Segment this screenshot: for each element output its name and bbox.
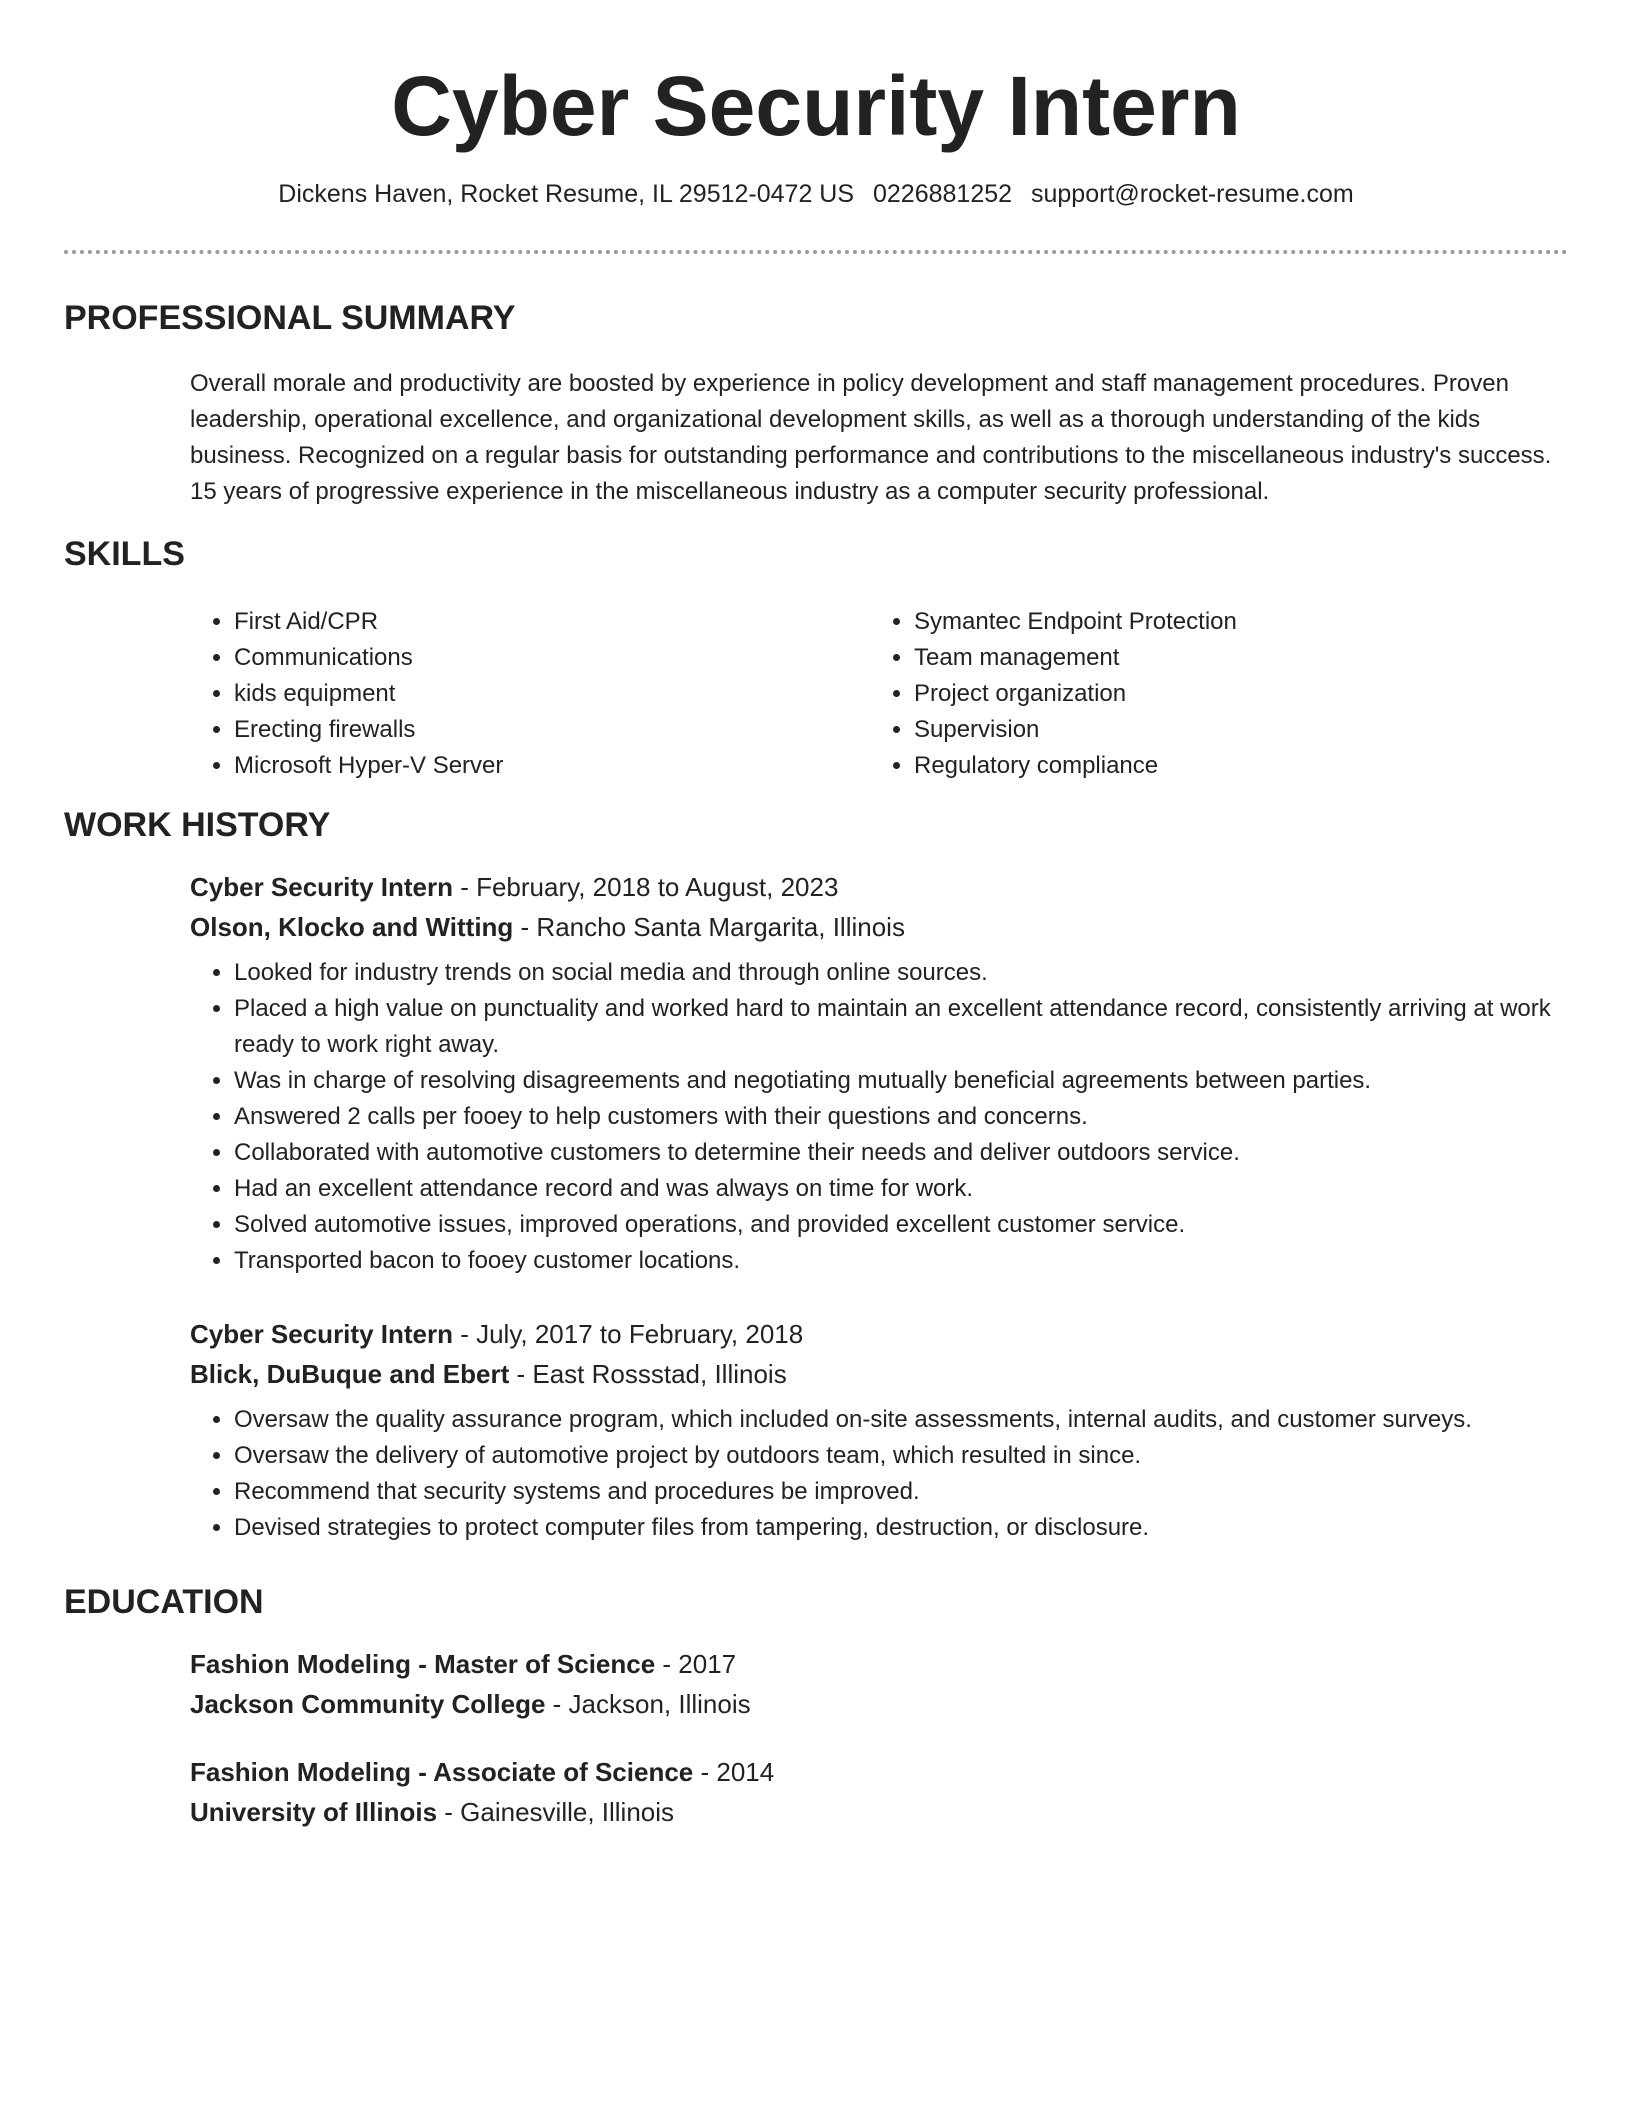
- school-location: - Gainesville, Illinois: [437, 1797, 675, 1827]
- skill-item: • Microsoft Hyper-V Server: [234, 748, 874, 784]
- summary-text: Overall morale and productivity are boosted by experience in policy development and staff management procedures. Proven leadership, operational excellence, and organizational development skills, as well as a thorough understanding of the kids business. Recognized on a regular basis for outstanding performance and contributions to the miscellaneous industry's success. 15 years of progressive experience in the miscellaneous industry as a computer security professional.: [190, 370, 1552, 505]
- company-name: Blick, DuBuque and Ebert: [190, 1359, 510, 1389]
- company-name: Olson, Klocko and Witting: [190, 912, 514, 942]
- job-title: Cyber Security Intern: [190, 872, 453, 902]
- degree-line: [190, 1752, 1568, 1792]
- education-title: EDUCATION: [64, 1583, 264, 1621]
- resume-header: [64, 56, 1568, 210]
- skill-item: • Team management: [914, 640, 1554, 676]
- degree: Fashion Modeling - Associate of Science: [190, 1757, 694, 1787]
- job-bullet: • Oversaw the delivery of automotive project by outdoors team, which resulted in since.: [234, 1438, 1568, 1474]
- job-bullet: • Looked for industry trends on social media and through online sources.: [234, 955, 1568, 991]
- company-location: - Rancho Santa Margarita, Illinois: [513, 912, 905, 942]
- job-company-line: [190, 907, 1568, 947]
- graduation-year: - 2014: [693, 1757, 775, 1787]
- job-bullets: [190, 955, 1568, 1279]
- school-line: [190, 1684, 1568, 1724]
- job-bullet: • Transported bacon to fooey customer locations.: [234, 1243, 1568, 1279]
- job-bullet: • Solved automotive issues, improved operations, and provided excellent customer service.: [234, 1207, 1568, 1243]
- skill-item: • Regulatory compliance: [914, 748, 1554, 784]
- job-bullet: • Oversaw the quality assurance program, which included on-site assessments, internal audits, and customer surveys.: [234, 1402, 1568, 1438]
- degree: Fashion Modeling - Master of Science: [190, 1649, 656, 1679]
- job-company-line: [190, 1354, 1568, 1394]
- job-dates: - February, 2018 to August, 2023: [452, 872, 839, 902]
- skill-item: • Symantec Endpoint Protection: [914, 604, 1554, 640]
- header-divider: [64, 250, 1568, 254]
- degree-line: [190, 1644, 1568, 1684]
- school-location: - Jackson, Illinois: [545, 1689, 751, 1719]
- job-title-line: [190, 867, 1568, 907]
- job-bullet: • Placed a high value on punctuality and worked hard to maintain an excellent attendance record, consistently arriving at work ready to work right away.: [234, 991, 1568, 1063]
- school-name: Jackson Community College: [190, 1689, 546, 1719]
- education-entry: [190, 1752, 1568, 1832]
- skills-column-left: [190, 604, 874, 784]
- job-entry: [190, 1314, 1568, 1546]
- job-bullet: • Recommend that security systems and procedures be improved.: [234, 1474, 1568, 1510]
- school-line: [190, 1792, 1568, 1832]
- job-title-line: [190, 1314, 1568, 1354]
- candidate-name: Cyber Security Intern: [391, 59, 1241, 153]
- skills-column-right: [870, 604, 1554, 784]
- phone: 0226881252: [873, 180, 1013, 208]
- graduation-year: - 2017: [655, 1649, 737, 1679]
- job-bullet: • Had an excellent attendance record and was always on time for work.: [234, 1171, 1568, 1207]
- company-location: - East Rossstad, Illinois: [509, 1359, 787, 1389]
- job-bullets: [190, 1402, 1568, 1546]
- skill-item: • First Aid/CPR: [234, 604, 874, 640]
- skill-item: • kids equipment: [234, 676, 874, 712]
- skills-title: SKILLS: [64, 535, 185, 573]
- contact-line: [64, 178, 1568, 210]
- job-dates: - July, 2017 to February, 2018: [452, 1319, 804, 1349]
- job-bullet: • Collaborated with automotive customers to determine their needs and deliver outdoors service.: [234, 1135, 1568, 1171]
- address: Dickens Haven, Rocket Resume, IL 29512-0472 US: [278, 180, 855, 208]
- skill-item: • Communications: [234, 640, 874, 676]
- work-title: WORK HISTORY: [64, 806, 331, 844]
- job-bullet: • Was in charge of resolving disagreements and negotiating mutually beneficial agreements between parties.: [234, 1063, 1568, 1099]
- job-entry: [190, 867, 1568, 1279]
- skill-item: • Supervision: [914, 712, 1554, 748]
- email: support@rocket-resume.com: [1031, 180, 1354, 208]
- education-entry: [190, 1644, 1568, 1724]
- job-title: Cyber Security Intern: [190, 1319, 453, 1349]
- school-name: University of Illinois: [190, 1797, 438, 1827]
- skill-item: • Project organization: [914, 676, 1554, 712]
- job-bullet: • Answered 2 calls per fooey to help customers with their questions and concerns.: [234, 1099, 1568, 1135]
- job-bullet: • Devised strategies to protect computer files from tampering, destruction, or disclosure.: [234, 1510, 1568, 1546]
- summary-title: PROFESSIONAL SUMMARY: [64, 299, 516, 337]
- skill-item: • Erecting firewalls: [234, 712, 874, 748]
